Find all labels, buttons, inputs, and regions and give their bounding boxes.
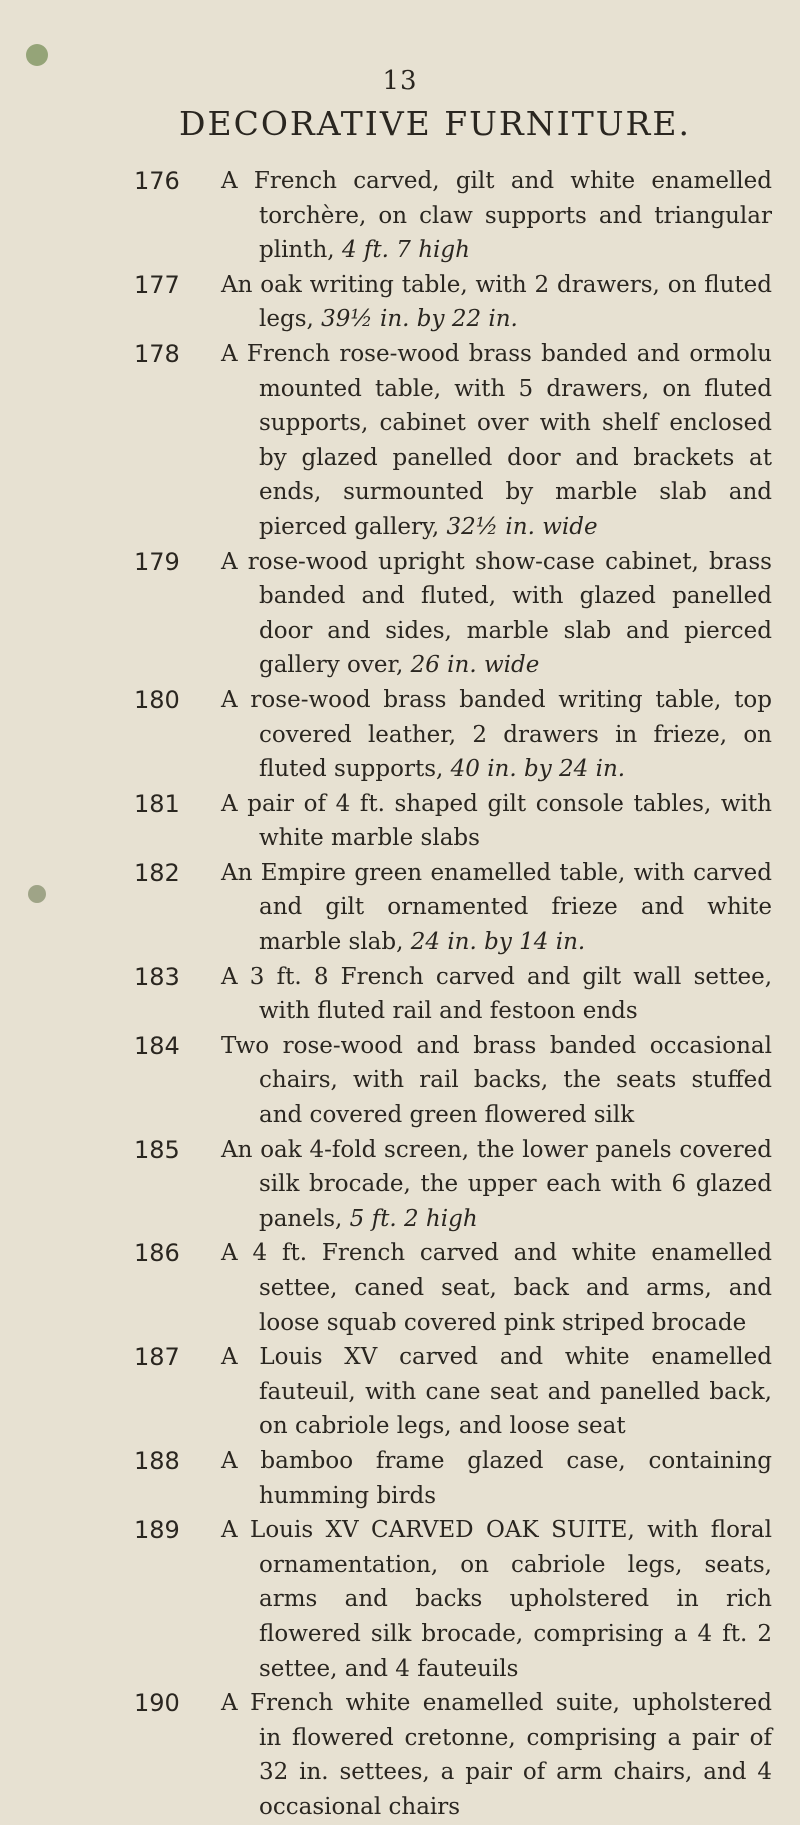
lot-description: Two rose-wood and brass banded occasional chairs, with rail backs, the seats stuffed and covered green flowered silk [221,1032,772,1129]
lot-entry [0,1340,800,1444]
lot-number: 187 [134,1343,180,1372]
lot-description: A Louis XV CARVED OAK SUITE, with floral ornamentation, on cabriole legs, seats, arms and backs upholstered in rich flowered silk brocade, comprising a 4 ft. 2 settee, and 4 fauteuils [221,1517,772,1682]
lot-number: 180 [134,685,180,714]
lot-number: 176 [134,167,180,195]
lot-dimensions: 5 ft. 2 high [349,1205,478,1232]
lot-entry [0,1029,800,1133]
lot-entry [0,960,800,1029]
lot-description: An oak 4-fold screen, the lower panels covered silk brocade, the upper each with 6 glazed panels, 5 ft. 2 high [221,1136,772,1232]
lot-description: A French white enamelled suite, upholstered in flowered cretonne, comprising a pair of 32 in. settees, a pair of arm chairs, and 4 occasional chairs [221,1690,772,1820]
lot-number: 178 [134,339,180,368]
lot-description: A pair of 4 ft. shaped gilt console tables, with white marble slabs [221,790,772,852]
lot-entry [0,1686,800,1824]
lot-description: A 3 ft. 8 French carved and gilt wall settee, with fluted rail and festoon ends [221,963,772,1025]
lot-entry [0,787,800,856]
lot-small-caps: CARVED OAK SUITE [371,1517,628,1544]
lot-description: A French carved, gilt and white enamelled torchère, on claw supports and triangular plinth, 4 ft. 7 high [221,168,772,264]
lot-description: A bamboo frame glazed case, containing humming birds [221,1447,772,1509]
lot-list [0,164,800,1825]
lot-entry [0,337,800,545]
lot-number: 177 [134,270,180,299]
lot-description: A 4 ft. French carved and white enamelled settee, caned seat, back and arms, and loose squab covered pink striped brocade [221,1240,772,1336]
lot-number: 179 [134,547,180,576]
lot-dimensions: 32½ in. wide [446,513,598,540]
lot-number: 185 [134,1135,180,1164]
lot-number: 182 [134,858,180,887]
lot-entry [0,1513,800,1686]
lot-entry [0,164,800,268]
lot-number: 181 [134,789,180,818]
lot-dimensions: 24 in. by 14 in. [410,929,586,956]
lot-entry [0,1133,800,1237]
lot-number: 186 [134,1239,180,1268]
lot-dimensions: 4 ft. 7 high [341,237,470,264]
lot-dimensions: 40 in. by 24 in. [450,756,626,783]
lot-entry [0,268,800,337]
lot-dimensions: 39½ in. by 22 in. [321,306,518,333]
page-number: 13 [382,66,418,96]
lot-dimensions: 26 in. wide [410,652,540,679]
lot-description: A Louis XV carved and white enamelled fauteuil, with cane seat and panelled back, on cabriole legs, and loose seat [221,1344,772,1440]
lot-description: A rose-wood upright show-case cabinet, brass banded and fluted, with glazed panelled door and sides, marble slab and pierced gallery over, 26 in. wide [221,548,772,679]
lot-description: An Empire green enamelled table, with carved and gilt ornamented frieze and white marble slab, 24 in. by 14 in. [221,859,772,956]
lot-entry [0,683,800,787]
lot-number: 190 [134,1689,180,1718]
lot-entry [0,545,800,683]
lot-number: 184 [134,1031,180,1060]
lot-description: An oak writing table, with 2 drawers, on fluted legs, 39½ in. by 22 in. [221,271,772,333]
paper-stain [26,44,48,66]
lot-entry [0,856,800,960]
lot-number: 188 [134,1446,180,1475]
page-heading: DECORATIVE FURNITURE. [179,104,691,143]
lot-number: 183 [134,962,180,991]
lot-entry [0,1444,800,1513]
lot-description: A French rose-wood brass banded and ormolu mounted table, with 5 drawers, on fluted supports, cabinet over with shelf enclosed by glazed panelled door and brackets at ends, surmounted by marble slab and pierced gallery, 32½ in. wide [221,340,772,540]
lot-description: A rose-wood brass banded writing table, top covered leather, 2 drawers in frieze, on fluted supports, 40 in. by 24 in. [221,686,772,783]
lot-number: 189 [134,1516,180,1545]
lot-entry [0,1236,800,1340]
